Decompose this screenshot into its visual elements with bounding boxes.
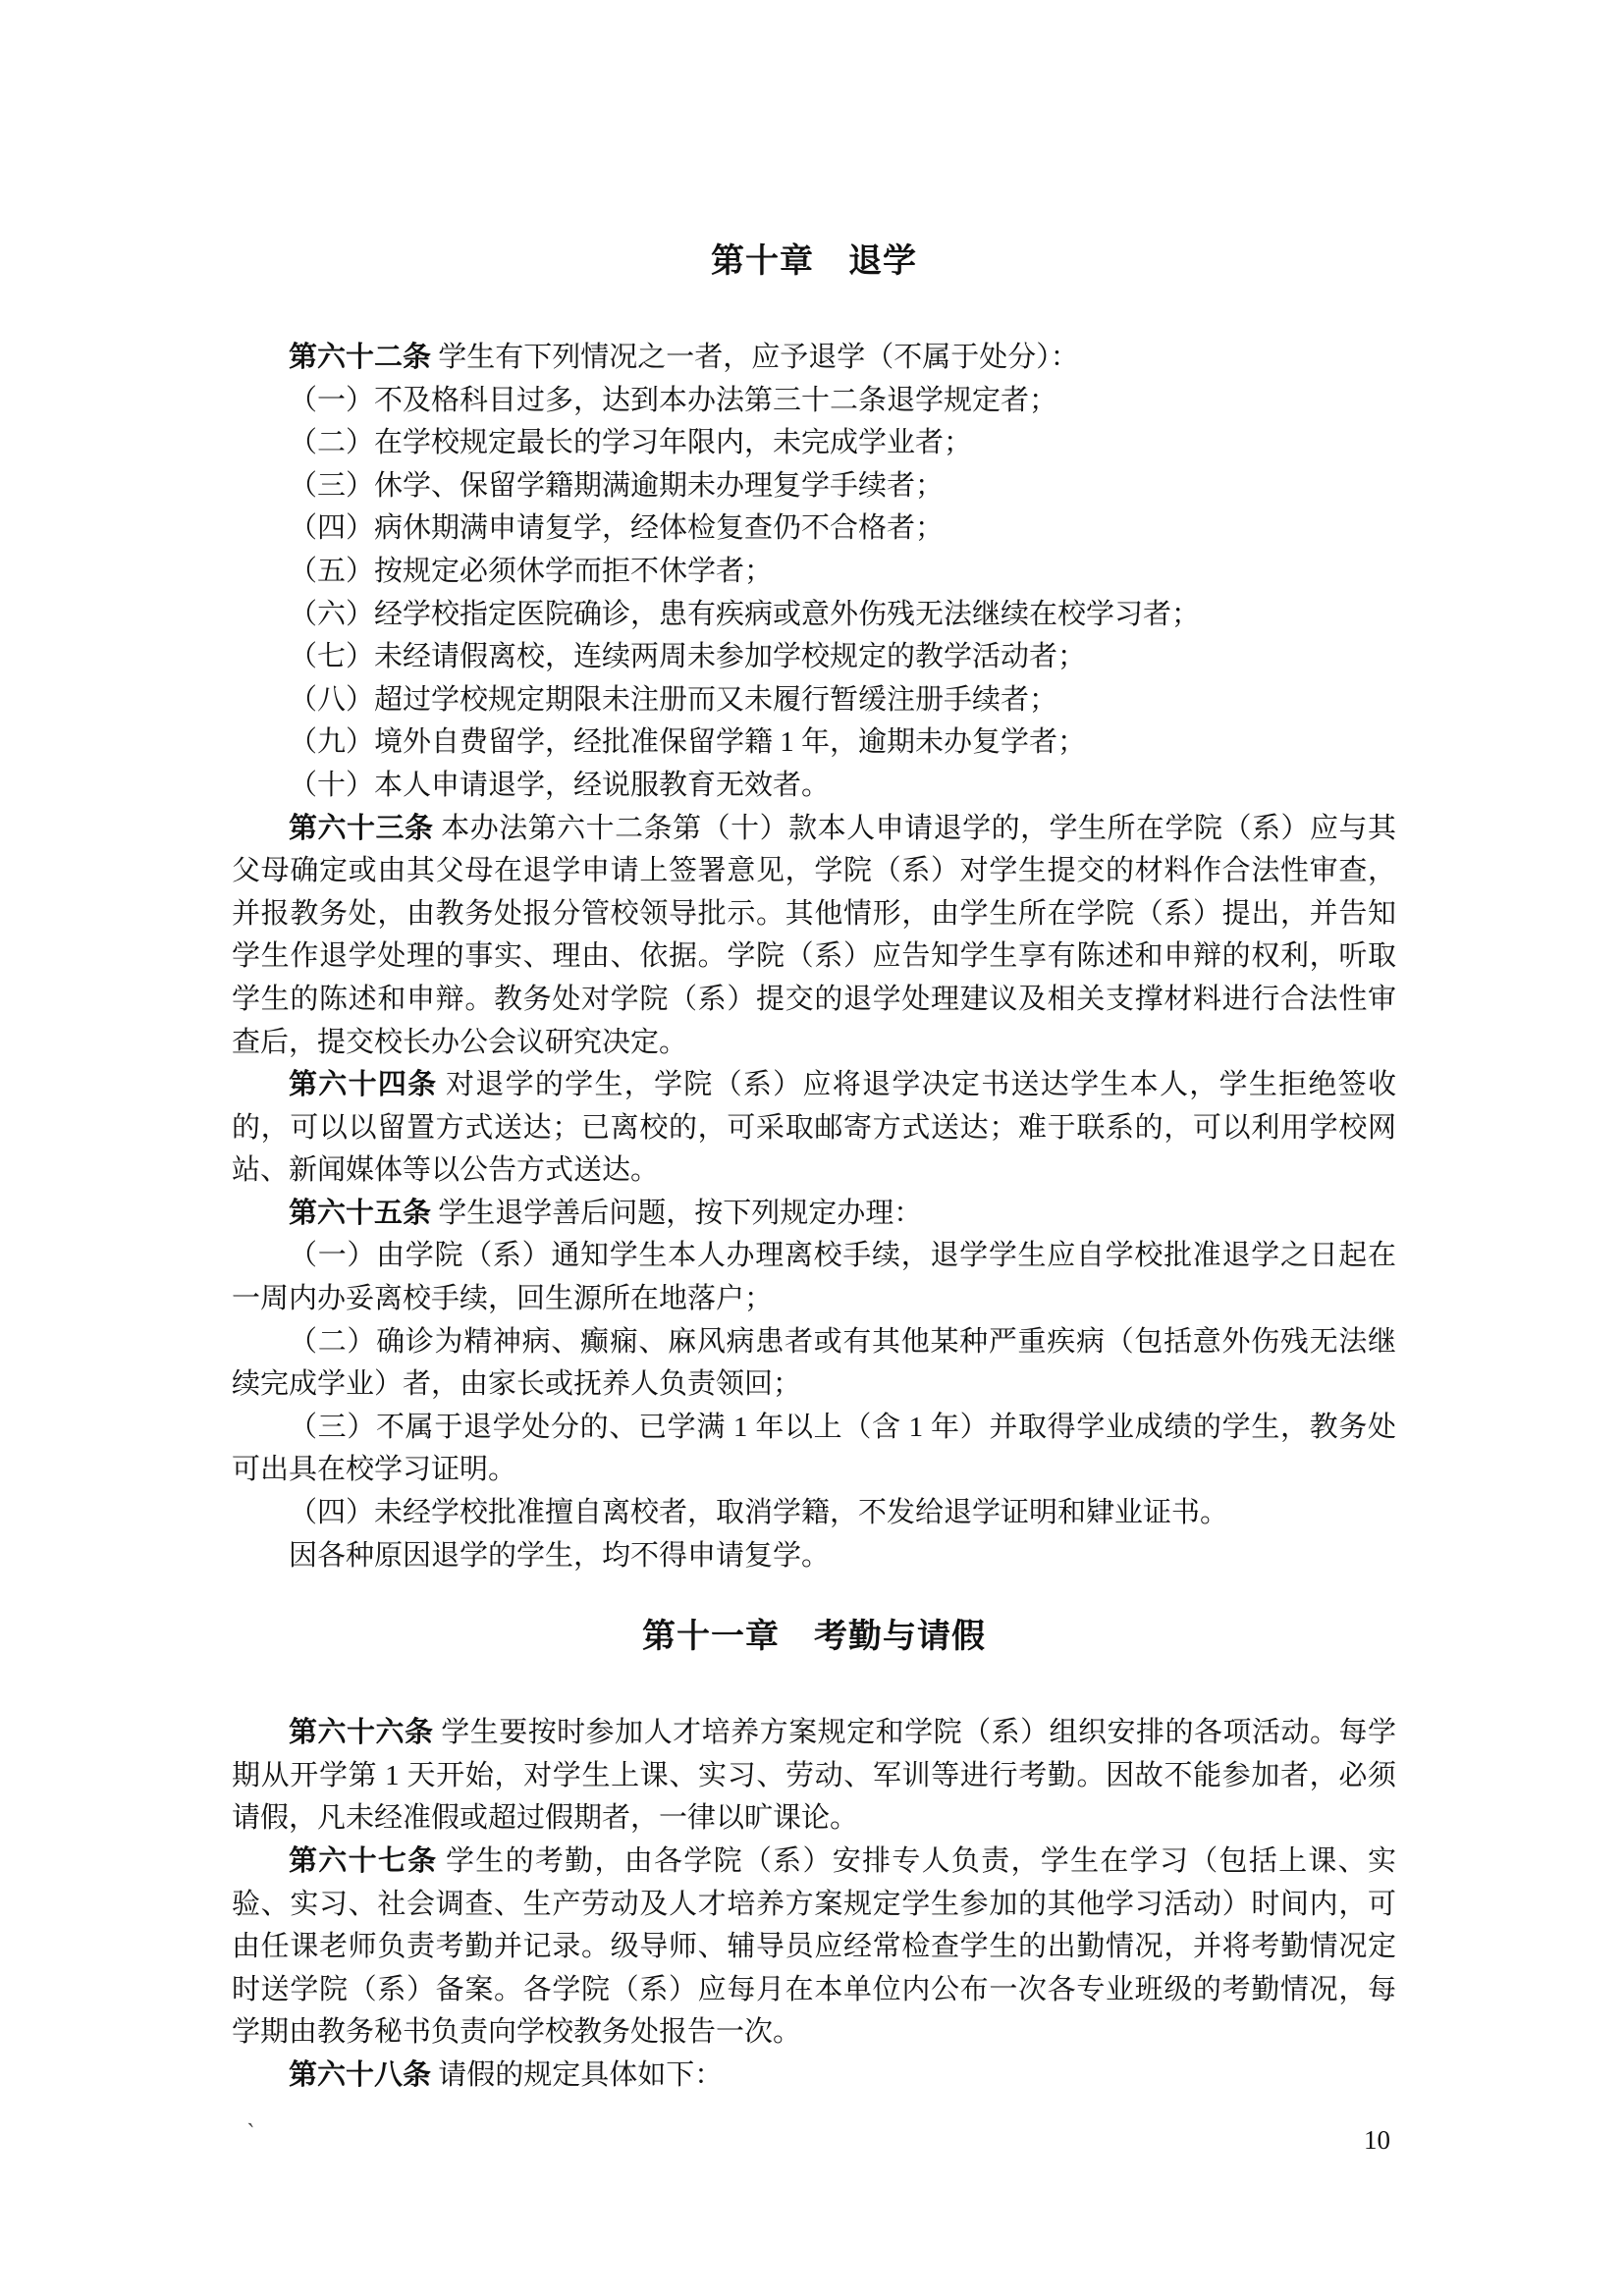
article-paragraph: 第六十三条 本办法第六十二条第（十）款本人申请退学的，学生所在学院（系）应与其父母确定或由其父母在退学申请上签署意见，学院（系）对学生提交的材料作合法性审查，并报教务处，由教务处报分管校领导批示。其他情形，由学生所在学院（系）提出，并告知学生作退学处理的事实、理由、依据。学院（系）应告知学生享有陈述和申辩的权利，听取学生的陈述和申辩。教务处对学院（系）提交的退学处理建议及相关支撑材料进行合法性审查后，提交校长办公会议研究决定。 — [232, 812, 1396, 1058]
article-paragraph: 第六十四条 对退学的学生，学院（系）应将退学决定书送达学生本人，学生拒绝签收的，可以以留置方式送达；已离校的，可采取邮寄方式送达；难于联系的，可以利用学校网站、新闻媒体等以公告方式送达。 — [232, 1069, 1396, 1187]
clause-paragraph: 因各种原因退学的学生，均不得申请复学。 — [289, 1539, 831, 1572]
article-paragraph: 第六十五条 学生退学善后问题，按下列规定办理： — [289, 1197, 923, 1229]
article-number: 第六十八条 — [289, 2058, 432, 2091]
clause-paragraph: （四）病休期满申请复学，经体检复查仍不合格者； — [289, 512, 945, 545]
article-number: 第六十五条 — [289, 1197, 432, 1229]
document-body — [232, 241, 1396, 2098]
chapter-heading: 第十一章 考勤与请假 — [642, 1619, 986, 1656]
clause-paragraph: （二）在学校规定最长的学习年限内，未完成学业者； — [289, 427, 973, 459]
article-number: 第六十二条 — [289, 342, 432, 373]
clause-paragraph: （四）未经学校批准擅自离校者，取消学籍，不发给退学证明和肄业证书。 — [289, 1497, 1229, 1529]
clause-paragraph: （一）由学院（系）通知学生本人办理离校手续，退学学生应自学校批准退学之日起在一周内办妥离校手续，回生源所在地落户； — [232, 1240, 1396, 1315]
clause-paragraph: （九）境外自费留学，经批准保留学籍 1 年，逾期未办复学者； — [289, 726, 1087, 759]
clause-paragraph: （一）不及格科目过多，达到本办法第三十二条退学规定者； — [289, 384, 1058, 416]
clause-paragraph: （七）未经请假离校，连续两周未参加学校规定的教学活动者； — [289, 641, 1087, 673]
clause-paragraph: （六）经学校指定医院确诊，患有疾病或意外伤残无法继续在校学习者； — [289, 598, 1201, 630]
clause-paragraph: （十）本人申请退学，经说服教育无效者。 — [289, 769, 831, 801]
article-number: 第六十四条 — [289, 1069, 438, 1101]
article-paragraph: 第六十二条 学生有下列情况之一者，应予退学（不属于处分）： — [289, 342, 1079, 373]
article-number: 第六十七条 — [289, 1845, 438, 1877]
article-paragraph: 第六十七条 学生的考勤，由各学院（系）安排专人负责，学生在学习（包括上课、实验、实习、社会调查、生产劳动及人才培养方案规定学生参加的其他学习活动）时间内，可由任课老师负责考勤并记录。级导师、辅导员应经常检查学生的出勤情况，并将考勤情况定时送学院（系）备案。各学院（系）应每月在本单位内公布一次各专业班级的考勤情况，每学期由教务秘书负责向学校教务处报告一次。 — [232, 1845, 1396, 2049]
clause-paragraph: （三）不属于退学处分的、已学满 1 年以上（含 1 年）并取得学业成绩的学生，教务处可出具在校学习证明。 — [232, 1411, 1396, 1486]
scan-artifact-mark: ` — [244, 2117, 256, 2148]
article-paragraph: 第六十六条 学生要按时参加人才培养方案规定和学院（系）组织安排的各项活动。每学期从开学第 1 天开始，对学生上课、实习、劳动、军训等进行考勤。因故不能参加者，必须请假，凡未经准假或超过假期者，一律以旷课论。 — [232, 1717, 1396, 1835]
article-number: 第六十六条 — [289, 1717, 434, 1749]
article-paragraph: 第六十八条 请假的规定具体如下： — [289, 2058, 724, 2091]
page-number: 10 — [1364, 2125, 1390, 2155]
article-number: 第六十三条 — [289, 812, 434, 844]
clause-paragraph: （二）确诊为精神病、癫痫、麻风病患者或有其他某种严重疾病（包括意外伤残无法继续完成学业）者，由家长或抚养人负责领回； — [232, 1325, 1396, 1401]
chapter-heading: 第十章 退学 — [711, 243, 917, 280]
clause-paragraph: （三）休学、保留学籍期满逾期未办理复学手续者； — [289, 469, 945, 502]
clause-paragraph: （五）按规定必须休学而拒不休学者； — [289, 555, 774, 587]
clause-paragraph: （八）超过学校规定期限未注册而又未履行暂缓注册手续者； — [289, 683, 1058, 716]
